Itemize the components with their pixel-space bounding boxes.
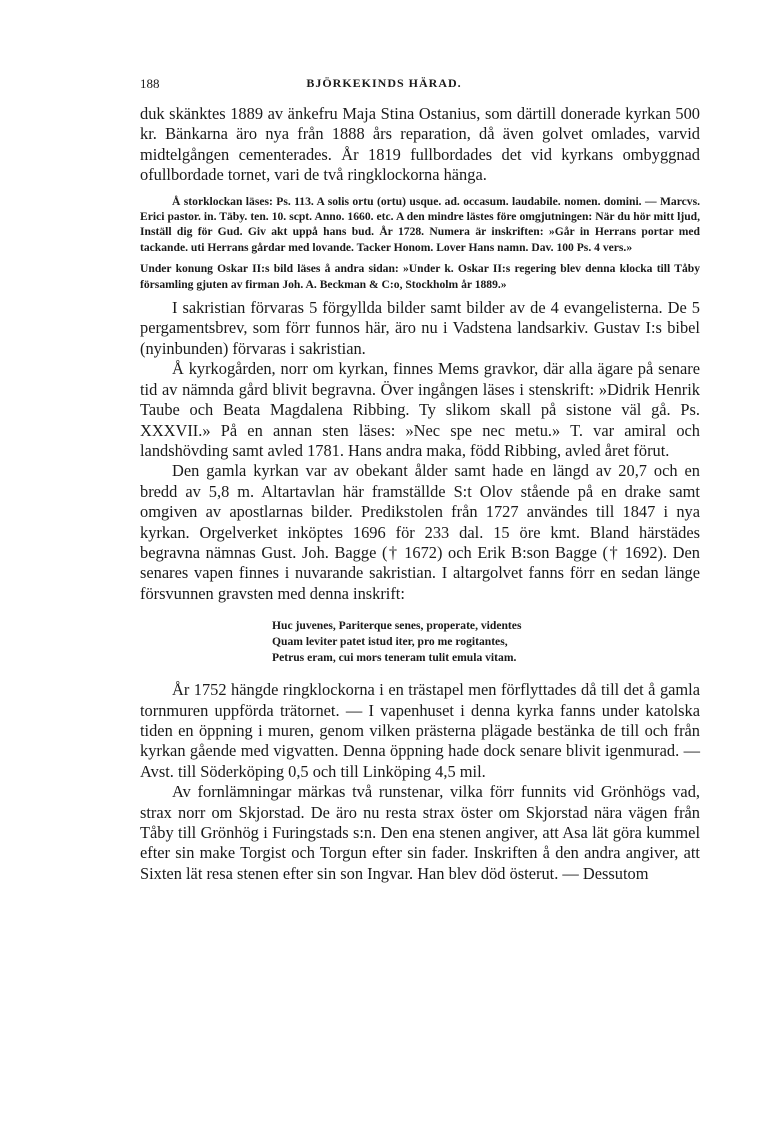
bell-inscription-note-2: Under konung Oskar II:s bild läses å andra sidan: »Under k. Oskar II:s regering blev denna klocka till Tåby församling gjuten av firman Joh. A. Beckman & C:o, Stockholm år 1889.»: [140, 262, 700, 291]
paragraph-runestones: Av fornlämningar märkas två runstenar, vilka förr funnits vid Grönhögs vad, strax norr om Skjorstad. De äro nu resta strax öster om Skjorstad nära vägen från Tåby till Grönhög i Furingstads s:n. Den ena stenen angiver, att Asa lät göra kummel efter sin make Torgist och Torgun efter sin fader. Inskriften å den andra angiver, att Sixten lät resa stenen efter sin son Ingvar. Han blev död österut. — Dessutom: [140, 782, 700, 883]
latin-inscription: [272, 618, 700, 666]
running-head: BJÖRKEKINDS HÄRAD.: [306, 76, 462, 90]
paragraph-bells-1752: År 1752 hängde ringklockorna i en trästapel men förflyttades då till det å gamla tornmuren uppförda trätornet. — I vapenhuset i denna kyrka fanns under katolska tiden en öppning i muren, genom vilken prästerna plägade bestänka de till och från kyrkan gående med vigvatten. Denna öppning hade dock senare blivit igenmurad. — Avst. till Söderköping 0,5 och till Linköping 4,5 mil.: [140, 680, 700, 781]
page-number: 188: [140, 76, 160, 91]
paragraph-churchyard: Å kyrkogården, norr om kyrkan, finnes Mems gravkor, där alla ägare på senare tid av nämnda gård blivit begravna. Över ingången läses i stenskrift: »Didrik Henrik Taube och Beata Magdalena Ribbing. Ty slikom skall på sistone väl gå. Ps. XXXVII.» På en annan sten läses: »Nec spe nec metu.» T. var amiral och landshövding samt avled 1781. Hans andra maka, född Ribbing, avled året förut.: [140, 359, 700, 460]
inscription-line: Petrus eram, cui mors teneram tulit emula vitam.: [272, 651, 517, 665]
bell-inscription-note: Å storklockan läses: Ps. 113. A solis ortu (ortu) usque. ad. occasum. laudabile. nomen. domini. — Marcvs. Erici pastor. in. Täby. ten. 10. scpt. Anno. 1660. etc. A den mindre lästes före omgjutningen: När du hör mitt ljud, Inställ dig för Gud. Giv akt uppå hans bud. År 1728. Numera är inskriften: »Går in Herrans portar med tackande. uti Herrans gårdar med lovande. Tacker Honom. Lover Hans namn. Dav. 100 Ps. 4 vers.»: [140, 194, 700, 254]
page-body: [140, 104, 700, 884]
paragraph-sacristy: I sakristian förvaras 5 förgyllda bilder samt bilder av de 4 evangelisterna. De 5 pergamentsbrev, som förr funnos här, äro nu i Vadstena landsarkiv. Gustav I:s bibel (nyinbunden) förvaras i sakristian.: [140, 298, 700, 358]
paragraph-altar-cloth: duk skänktes 1889 av änkefru Maja Stina Ostanius, som därtill donerade kyrkan 500 kr. Bänkarna äro nya från 1888 års reparation, då även golvet omlades, varvid midtelgången cementerades. År 1819 fullbordades det vid kyrkans ombyggnad ofullbordade tornet, vari de två ringklockorna hänga.: [140, 104, 700, 185]
page-header: [140, 76, 628, 94]
paragraph-old-church: Den gamla kyrkan var av obekant ålder samt hade en längd av 20,7 och en bredd av 5,8 m. Altartavlan här framställde S:t Olov stående på en drake samt omgiven av apostlarnas bilder. Predikstolen från 1727 användes till 1847 i nya kyrkan. Orgelverket inköptes 1696 för 233 dal. 15 öre kmt. Bland härstädes begravna nämnas Gust. Joh. Bagge († 1672) och Erik B:son Bagge († 1692). Den senares vapen finnes i nuvarande sakristian. I altargolvet fanns förr en sedan länge försvunnen gravsten med denna inskrift:: [140, 461, 700, 603]
inscription-line: Huc juvenes, Pariterque senes, properate, videntes: [272, 619, 522, 633]
inscription-line: Quam leviter patet istud iter, pro me rogitantes,: [272, 635, 508, 649]
